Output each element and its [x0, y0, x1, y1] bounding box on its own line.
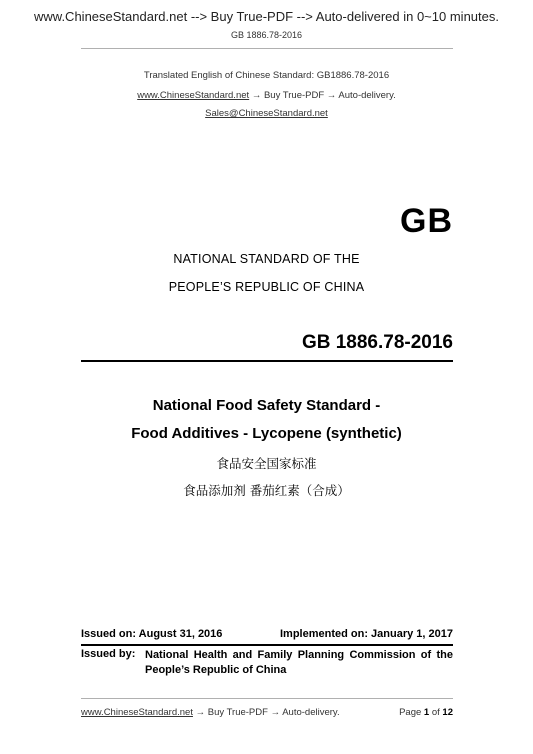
footer-divider [81, 698, 453, 699]
issuance-dates [81, 628, 453, 644]
chinese-title-line2: 食品添加剂 番茄红素（合成） [183, 483, 350, 498]
header-doc-code: GB 1886.78-2016 [230, 30, 303, 40]
document-title-line1: National Food Safety Standard - [152, 397, 381, 414]
footer-auto-text: Auto-delivery. [282, 707, 340, 718]
page-label: Page [399, 707, 422, 718]
site-link[interactable]: www.ChineseStandard.net [137, 90, 250, 101]
page-indicator [399, 707, 453, 718]
issued-on-date: Issued on: August 31, 2016 [81, 628, 223, 640]
translation-line: Translated English of Chinese Standard: GB1886.78-2016 [143, 70, 390, 81]
auto-delivery-text: Auto-delivery. [338, 90, 396, 101]
gb-logo: GB [400, 202, 453, 240]
footer-links [81, 707, 340, 718]
header-divider [81, 48, 453, 49]
page-current: 1 [423, 707, 430, 718]
page-of: of [431, 707, 440, 718]
title-divider [81, 360, 453, 362]
implemented-on-date: Implemented on: January 1, 2017 [279, 628, 453, 640]
arrow-right-icon: → [251, 90, 262, 101]
issued-by-label: Issued by: [81, 648, 136, 660]
document-title-line2: Food Additives - Lycopene (synthetic) [131, 425, 402, 442]
top-banner: www.ChineseStandard.net --> Buy True-PDF --> Auto-delivered in 0~10 minutes. [34, 9, 499, 24]
issued-by-authority: National Health and Family Planning Commission of the People’s Republic of China [145, 649, 453, 676]
arrow-right-icon: → [326, 90, 337, 101]
page-total: 12 [442, 707, 453, 718]
national-standard-line1: NATIONAL STANDARD OF THE [173, 252, 360, 266]
sales-email-row [0, 108, 533, 119]
standard-number: GB 1886.78-2016 [301, 332, 453, 353]
chinese-title-line1: 食品安全国家标准 [216, 456, 317, 471]
footer-site-link[interactable]: www.ChineseStandard.net [81, 707, 193, 718]
national-standard-line2: PEOPLE’S REPUBLIC OF CHINA [168, 280, 365, 294]
arrow-right-icon: → [270, 707, 281, 718]
footer-buy-text: Buy True-PDF [207, 707, 268, 718]
issuance-divider [81, 644, 453, 646]
arrow-right-icon: → [195, 707, 206, 718]
purchase-links [0, 90, 533, 101]
buy-true-pdf-text: Buy True-PDF [263, 90, 325, 101]
sales-email-link[interactable]: Sales@ChineseStandard.net [205, 108, 328, 119]
